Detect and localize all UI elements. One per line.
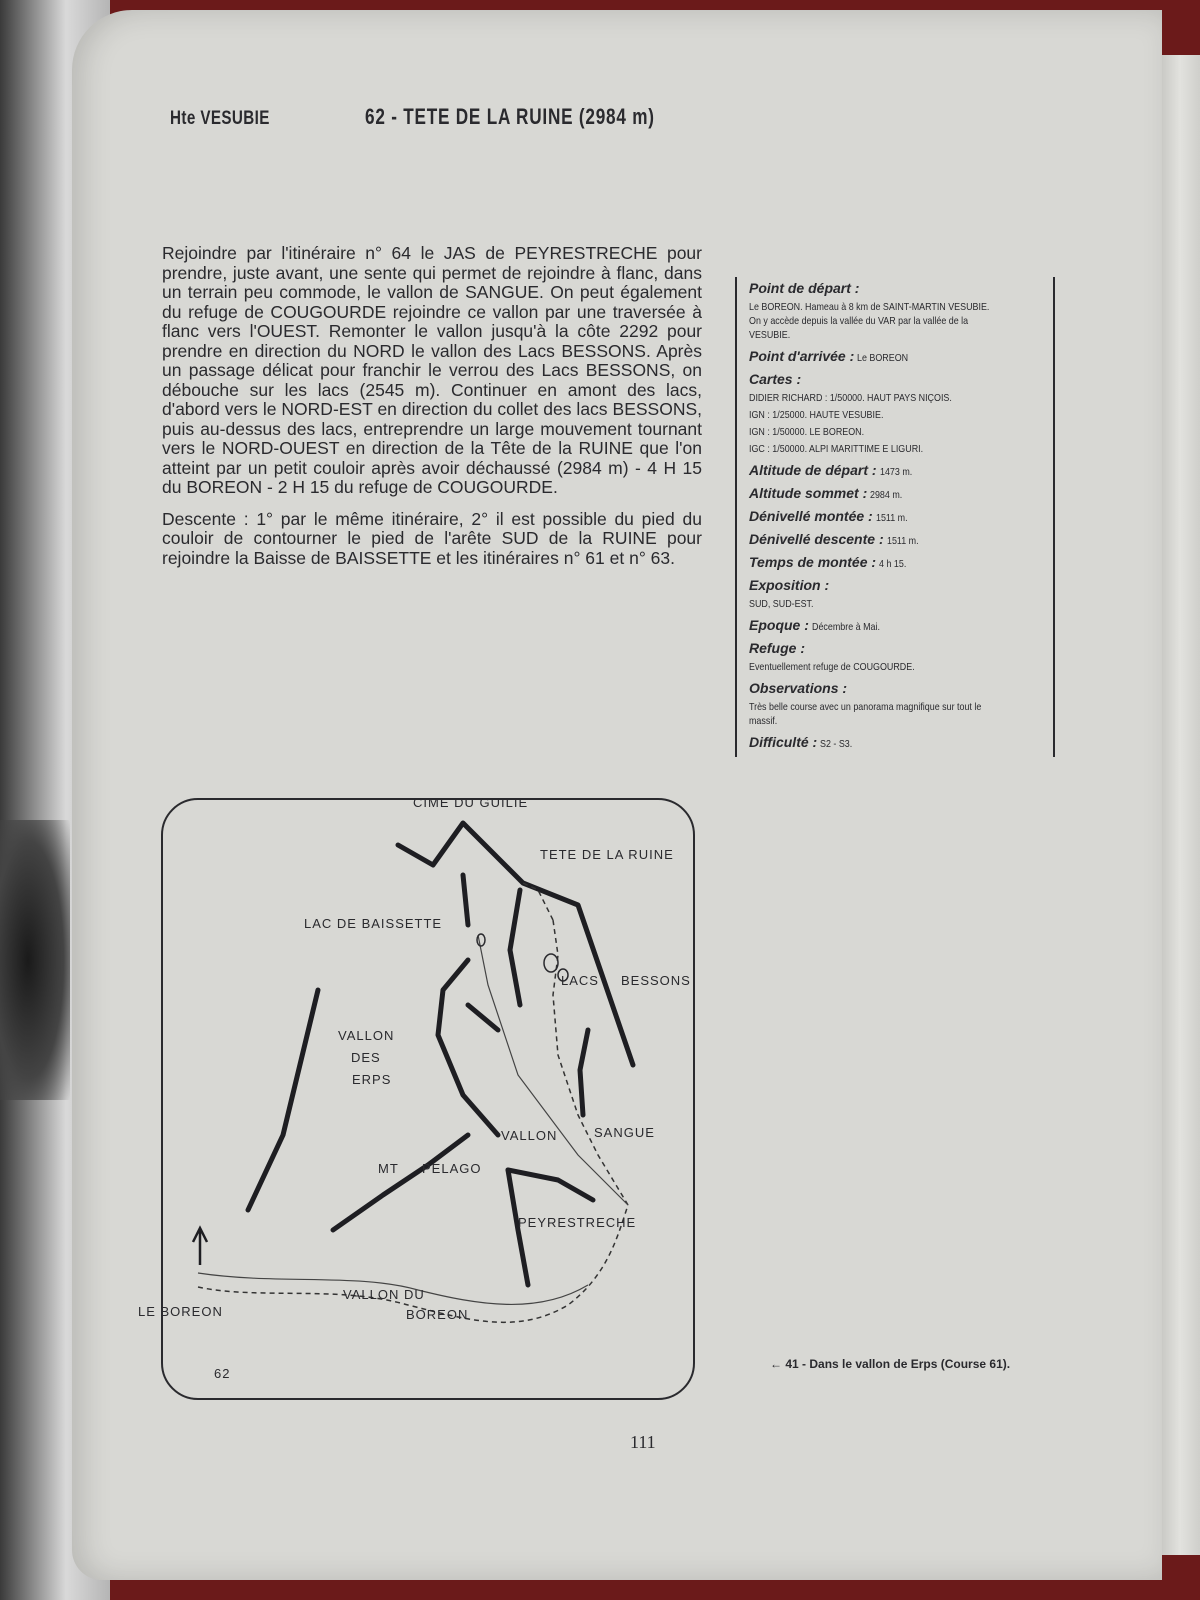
route-info-box — [735, 277, 1055, 757]
description-paragraph-ascent: Rejoindre par l'itinéraire n° 64 le JAS de PEYRESTRECHE pour prendre, juste avant, une sente qui permet de rejoindre à flanc, dans un terrain peu commode, le vallon de SANGUE. On peut également du refuge de COUGOURDE rejoindre ce vallon par une traversée à flanc vers l'OUEST. Remonter le vallon jusqu'à la côte 2292 pour prendre en direction du NORD le vallon des Lacs BESSONS. Après un passage délicat pour franchir le verrou des Lacs BESSONS, on débouche sur les lacs (2545 m). Continuer en amont des lacs, d'abord vers le NORD-EST en direction du collet des lacs BESSONS, puis au-dessus des lacs, entreprendre un large mouvement tournant vers le NORD-OUEST en direction de la Tête de la RUINE que l'on atteint par un petit couloir après avoir déchaussé (2984 m) - 4 H 15 du BOREON - 2 H 15 du refuge de COUGOURDE. — [162, 243, 702, 497]
carte-item: IGC : 1/50000. ALPI MARITTIME E LIGURI. — [749, 443, 924, 455]
observations-label: Observations : — [749, 680, 848, 696]
map-label-peyrestreche: PEYRESTRECHE — [518, 1215, 637, 1230]
map-label-tete-de-la-ruine: TETE DE LA RUINE — [540, 847, 674, 862]
temps-label: Temps de montée : — [749, 554, 877, 570]
epoque-value: Décembre à Mai. — [811, 621, 880, 633]
left-arrow-icon: ← — [770, 1357, 786, 1371]
ridge-erps — [248, 990, 318, 1210]
arrivee-label: Point d'arrivée : — [749, 348, 855, 364]
map-number: 62 — [214, 1366, 231, 1381]
lacs-bessons-mark — [544, 954, 558, 972]
carte-item: DIDIER RICHARD : 1/50000. HAUT PAYS NIÇOIS. — [749, 392, 952, 404]
refuge-label: Refuge : — [749, 640, 805, 656]
difficulte-value: S2 - S3. — [820, 738, 853, 750]
ridge-spur — [468, 1005, 498, 1030]
alt-sommet-value: 2984 m. — [870, 489, 903, 501]
arrivee-value: Le BOREON — [857, 352, 909, 364]
map-label-vallon-du-boreon: VALLON DU — [343, 1287, 425, 1302]
ridge-small — [463, 875, 468, 925]
exposition-value: SUD, SUD-EST. — [749, 598, 814, 610]
route-sangue-bessons — [553, 920, 628, 1205]
ridge-pelago-east — [508, 1170, 593, 1200]
ridge-bessons-west — [510, 890, 520, 1005]
map-label-mt-pelago: MT — [378, 1161, 399, 1176]
alt-depart-label: Altitude de départ : — [749, 462, 877, 478]
north-arrow — [193, 1228, 207, 1265]
depart-label: Point de départ : — [749, 280, 860, 296]
ridge-pelago — [333, 1135, 468, 1230]
lac-de-baissette-mark — [477, 934, 485, 946]
observations-value: Très belle course avec un panorama magnifique sur tout le massif. — [749, 701, 982, 727]
map-label-cime-du-guilie: CIME DU GUILIE — [413, 795, 529, 810]
exposition-label: Exposition : — [749, 577, 830, 593]
route-map — [138, 795, 698, 1415]
epoque-label: Epoque : — [749, 617, 809, 633]
map-label-le-boreon: LE BOREON — [138, 1304, 223, 1319]
page-number: 111 — [630, 1432, 656, 1452]
den-montee-value: 1511 m. — [875, 512, 908, 524]
depart-value: Le BOREON. Hameau à 8 km de SAINT-MARTIN VESUBIE. On y accède depuis la vallée du VAR par la vallée de la VESUBIE. — [749, 301, 990, 341]
route-map-drawing — [158, 795, 698, 1415]
carte-item: IGN : 1/25000. HAUTE VESUBIE. — [749, 409, 884, 421]
map-label-vallon-du-boreon: BOREON — [406, 1307, 469, 1322]
map-route-trail — [198, 883, 628, 1322]
stream-sangue — [478, 935, 628, 1205]
map-label-vallon-sangue: VALLON — [501, 1128, 558, 1143]
map-label-pelago: PELAGO — [422, 1161, 482, 1176]
map-label-vallon-des-erps: VALLON — [338, 1028, 395, 1043]
den-descente-label: Dénivellé descente : — [749, 531, 884, 547]
map-label-vallon-des-erps: ERPS — [352, 1072, 392, 1087]
temps-value: 4 h 15. — [879, 558, 907, 570]
carte-item: IGN : 1/50000. LE BOREON. — [749, 426, 865, 438]
alt-depart-value: 1473 m. — [879, 466, 912, 478]
photo-caption — [770, 1357, 1010, 1371]
map-label-vallon-des-erps: DES — [351, 1050, 381, 1065]
photo-caption-text: 41 - Dans le vallon de Erps (Course 61). — [785, 1357, 1011, 1371]
den-montee-label: Dénivellé montée : — [749, 508, 873, 524]
refuge-value: Eventuellement refuge de COUGOURDE. — [749, 661, 915, 673]
route-title: 62 - TETE DE LA RUINE (2984 m) — [365, 104, 655, 129]
den-descente-value: 1511 m. — [886, 535, 919, 547]
alt-sommet-label: Altitude sommet : — [749, 485, 868, 501]
map-label-lac-de-baissette: LAC DE BAISSETTE — [304, 916, 443, 931]
route-description — [162, 244, 702, 580]
ridge-bessons-east — [580, 1030, 588, 1115]
region-header: Hte VESUBIE — [170, 108, 270, 129]
cartes-label: Cartes : — [749, 371, 802, 387]
map-label-lacs: LACS — [561, 973, 599, 988]
map-label-sangue: SANGUE — [594, 1125, 655, 1140]
difficulte-label: Difficulté : — [749, 734, 818, 750]
description-paragraph-descent: Descente : 1° par le même itinéraire, 2° il est possible du pied du couloir de contourner le pied de l'arête SUD de la RUINE pour rejoindre la Baisse de BAISSETTE et les itinéraires n° 61 et n° 63. — [162, 508, 702, 568]
map-label-bessons: BESSONS — [621, 973, 691, 988]
map-streams — [198, 935, 628, 1304]
left-page-photo — [0, 820, 70, 1100]
